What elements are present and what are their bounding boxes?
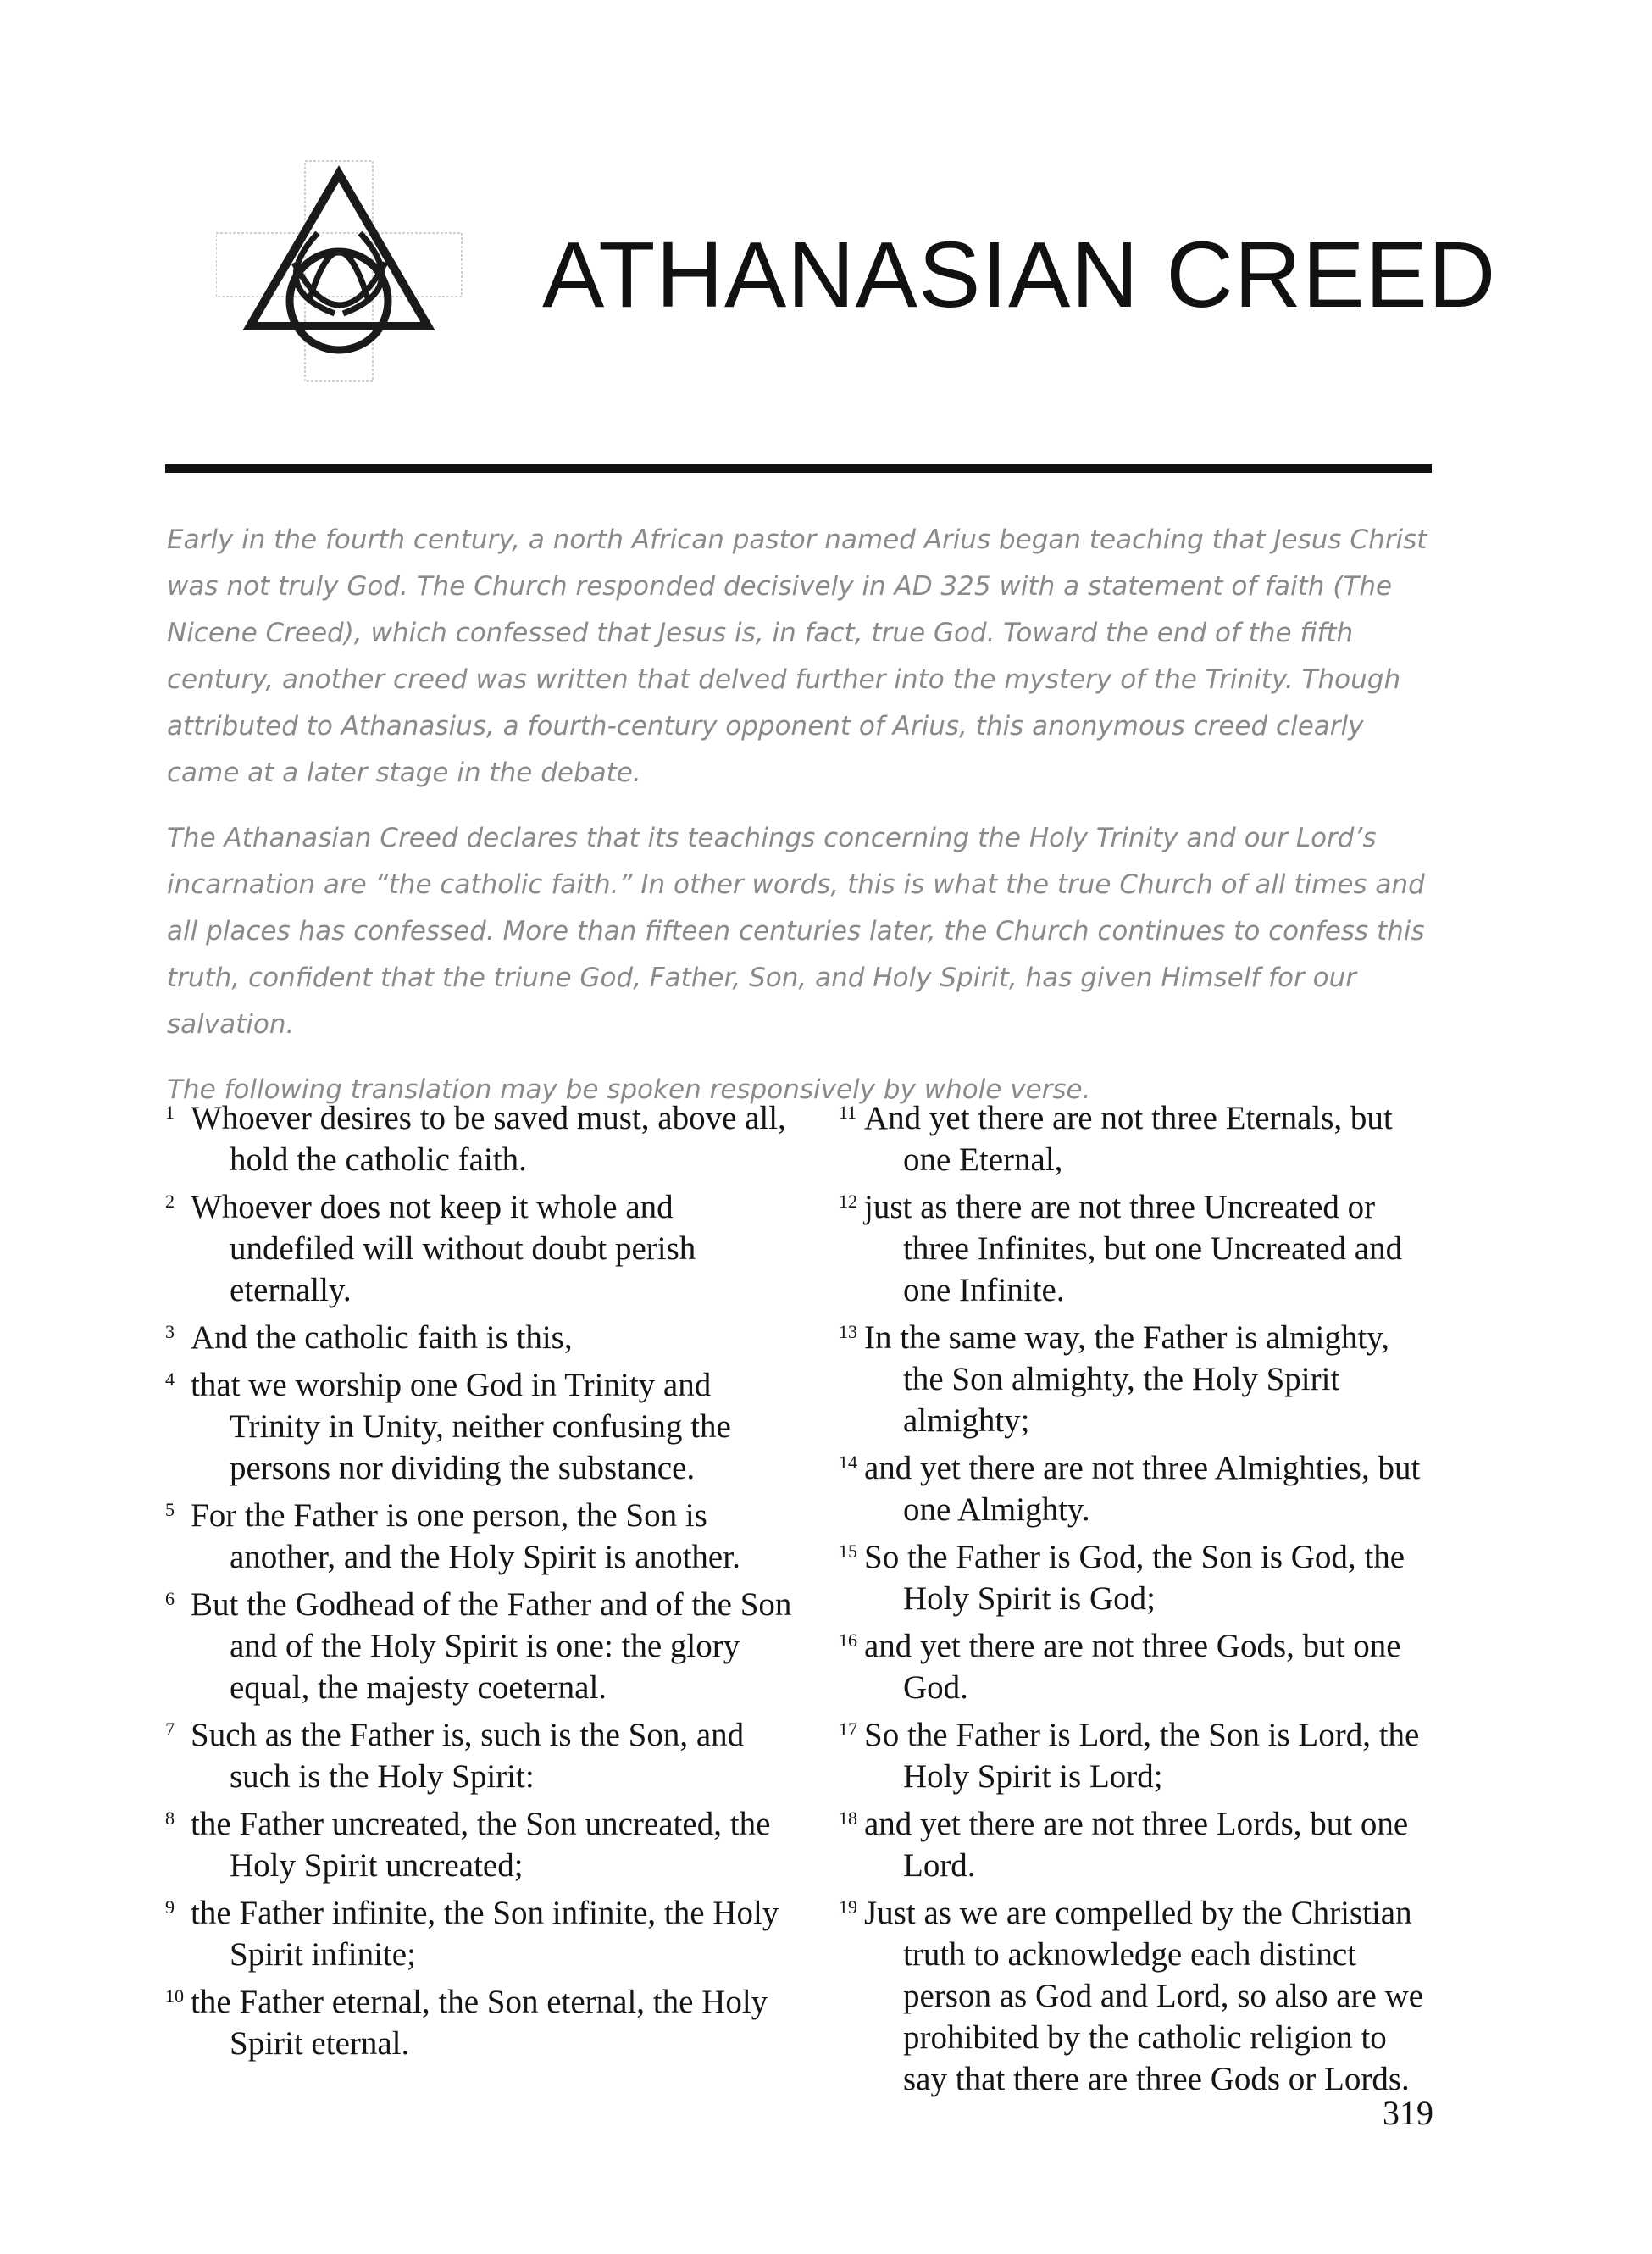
creed-verse (165, 1975, 792, 2064)
verse-text: Such as the Father is, such is the Son, and such is the Holy Spirit: (191, 1717, 745, 1795)
verse-text: So the Father is God, the Son is God, the Holy Spirit is God; (864, 1539, 1405, 1617)
verse-text: In the same way, the Father is almighty, the Son almighty, the Holy Spirit almighty; (864, 1319, 1389, 1439)
verse-text: that we worship one God in Trinity and Trinity in Unity, neither confusing the persons nor dividing the substance. (191, 1367, 731, 1486)
trinity-emblem (216, 153, 470, 390)
verse-text: So the Father is Lord, the Son is Lord, the Holy Spirit is Lord; (864, 1717, 1420, 1795)
verse-number: 11 (839, 1102, 857, 1123)
verse-number: 17 (839, 1718, 857, 1740)
title-divider (165, 464, 1432, 473)
creed-verse (165, 1578, 792, 1708)
verse-number: 16 (839, 1629, 857, 1651)
verse-text: Whoever does not keep it whole and undefiled will without doubt perish eternally. (191, 1189, 696, 1308)
verses-left-column (165, 1091, 792, 2064)
creed-verse (839, 1311, 1436, 1441)
page-number: 319 (1383, 2094, 1433, 2132)
verse-number: 18 (839, 1807, 857, 1829)
verse-number: 1 (165, 1102, 175, 1123)
intro-paragraph: Early in the fourth century, a north African pastor named Arius began teaching that Jesus Christ was not truly God. The Church responded decisively in AD 325 with a statement of faith (The Nicene Creed), which confessed that Jesus is, in fact, true God. Toward the end of the fifth century, another creed was written that delved further into the mystery of the Trinity. Though attributed to Athanasius, a fourth-century opponent of Arius, this anonymous creed clearly came at a later stage in the debate. (167, 525, 1427, 788)
verse-number: 10 (165, 1985, 184, 2007)
creed-verse (839, 1180, 1436, 1311)
verse-text: And yet there are not three Eternals, but one Eternal, (864, 1100, 1393, 1178)
verses-right-column (839, 1091, 1436, 2100)
verse-number: 12 (839, 1191, 857, 1212)
introduction (167, 517, 1438, 1132)
creed-verse (165, 1091, 792, 1180)
verse-number: 15 (839, 1541, 857, 1562)
verse-number: 13 (839, 1321, 857, 1342)
verse-text: For the Father is one person, the Son is another, and the Holy Spirit is another. (191, 1497, 740, 1575)
creed-verse (839, 1619, 1436, 1708)
verse-number: 3 (165, 1321, 175, 1342)
verse-number: 14 (839, 1452, 857, 1473)
creed-verse (839, 1441, 1436, 1530)
verse-text: Just as we are compelled by the Christian truth to acknowledge each distinct person as God and Lord, so also are we prohibited by the catholic religion to say that there are three Gods or Lords. (864, 1895, 1424, 2097)
creed-verse (839, 1091, 1436, 1180)
intro-paragraph: The Athanasian Creed declares that its teachings concerning the Holy Trinity and our Lord’s incarnation are “the catholic faith.” In other words, this is what the true Church of all times and all places has confessed. More than fifteen centuries later, the Church continues to confess this truth, confident that the triune God, Father, Son, and Holy Spirit, has given Himself for our salvation. (167, 823, 1425, 1040)
creed-verse (165, 1489, 792, 1578)
verse-text: just as there are not three Uncreated or three Infinites, but one Uncreated and one Infinite. (864, 1189, 1403, 1308)
verse-number: 6 (165, 1588, 175, 1609)
creed-verse (165, 1311, 792, 1358)
verse-number: 9 (165, 1896, 175, 1918)
verse-text: But the Godhead of the Father and of the Son and of the Holy Spirit is one: the glory equal, the majesty coeternal. (191, 1586, 792, 1706)
verse-number: 2 (165, 1191, 175, 1212)
verse-number: 7 (165, 1718, 175, 1740)
verse-text: and yet there are not three Gods, but one God. (864, 1628, 1401, 1706)
verse-text: the Father infinite, the Son infinite, the Holy Spirit infinite; (191, 1895, 779, 1973)
creed-verse (165, 1797, 792, 1886)
creed-verse (839, 1708, 1436, 1797)
creed-verse (839, 1886, 1436, 2100)
verse-text: the Father eternal, the Son eternal, the Holy Spirit eternal. (191, 1984, 768, 2062)
verse-text: and yet there are not three Almighties, but one Almighty. (864, 1450, 1421, 1528)
verse-number: 4 (165, 1368, 175, 1390)
creed-verse (839, 1530, 1436, 1619)
verse-number: 19 (839, 1896, 857, 1918)
verse-text: and yet there are not three Lords, but one Lord. (864, 1806, 1409, 1884)
creed-verse (839, 1797, 1436, 1886)
creed-verse (165, 1708, 792, 1797)
creed-verse (165, 1358, 792, 1489)
verse-number: 5 (165, 1499, 175, 1520)
verse-text: Whoever desires to be saved must, above all, hold the catholic faith. (191, 1100, 786, 1178)
verse-text: the Father uncreated, the Son uncreated, the Holy Spirit uncreated; (191, 1806, 771, 1884)
verse-text: And the catholic faith is this, (191, 1319, 573, 1356)
creed-verse (165, 1886, 792, 1975)
verse-number: 8 (165, 1807, 175, 1829)
intro-paragraph: The following translation may be spoken responsively by whole verse. (167, 1074, 1091, 1105)
page-title: ATHANASIAN CREED (542, 223, 1497, 327)
creed-verse (165, 1180, 792, 1311)
